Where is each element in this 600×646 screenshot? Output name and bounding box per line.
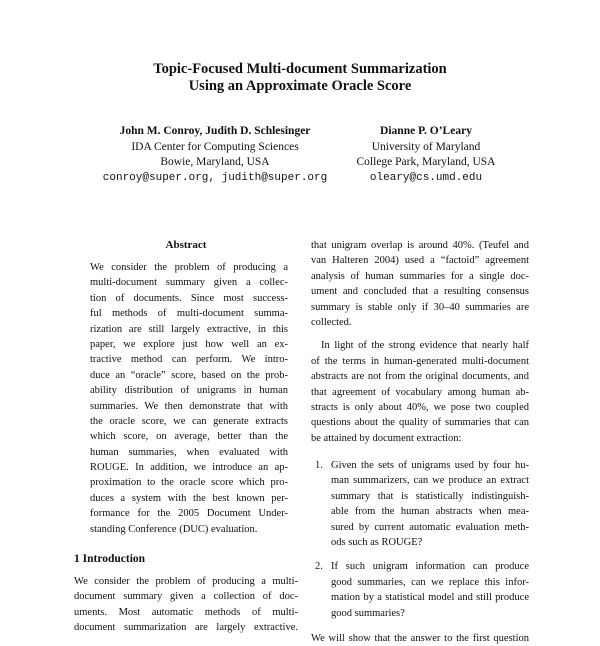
abstract-line: standing Conference (DUC) evaluation.: [90, 523, 258, 535]
list-item: [311, 559, 529, 621]
abstract-line: which score, on average, better than the: [90, 431, 288, 443]
text-line: that unigram overlap is around 40%. (Teufel and: [311, 240, 529, 251]
list-line: good summaries, can we replace this infor-: [331, 576, 529, 588]
text-line: stracts is only about 40%, we pose two coupled: [311, 401, 529, 413]
text-line: ument and concluded that a resulting consensus: [311, 286, 529, 298]
list-line: mation by a statistical model and still produce: [331, 592, 529, 604]
abstract-line: ful methods of multi-document summa-: [90, 308, 288, 320]
abstract-line: We consider the problem of producing a: [90, 262, 288, 273]
paragraph: [311, 338, 529, 446]
text-line: We will show that the answer to the first question: [311, 632, 529, 644]
author-block-right: [320, 124, 532, 186]
text-line: In light of the strong evidence that nearly half: [321, 340, 529, 352]
abstract-line: tion of documents. Since most success-: [90, 292, 288, 304]
author-affiliation: IDA Center for Computing Sciences: [131, 140, 299, 153]
list-number: 2.: [315, 561, 323, 573]
list-line: If such unigram information can produce: [331, 561, 529, 573]
right-column: [311, 238, 529, 646]
intro-line: uments. Most automatic methods of multi-: [74, 606, 298, 618]
text-line: collected.: [311, 316, 352, 328]
section-heading: 1 Introduction: [74, 553, 146, 566]
paper-title: [0, 61, 600, 95]
abstract-line: duces a system with the best known per-: [90, 492, 288, 504]
abstract-heading: Abstract: [165, 239, 207, 251]
title-line: Using an Approximate Oracle Score: [188, 78, 412, 94]
list-line: good summaries?: [331, 607, 405, 619]
text-line: van Halteren 2004) used a “factoid” agreement: [311, 255, 529, 267]
list-line: able from the human abstracts when mea-: [331, 506, 529, 518]
list-item: [311, 458, 529, 550]
paragraph: [311, 238, 529, 330]
abstract-body: [74, 260, 298, 537]
text-line: be attained by document extraction:: [311, 432, 462, 444]
list-line: man summarizers, can we produce an extract: [331, 475, 529, 487]
abstract-line: paper, we explore just how well an ex-: [90, 338, 288, 350]
abstract-line: summaries. We then demonstrate that with: [90, 400, 288, 412]
text-line: analysis of human summaries for a single doc-: [311, 270, 529, 282]
abstract-line: ability distribution of unigrams in human: [90, 385, 288, 397]
author-names: Dianne P. O’Leary: [380, 125, 472, 137]
intro-paragraph: [74, 574, 298, 636]
text-line: questions about the quality of summaries that can: [311, 417, 529, 429]
abstract-line: human summaries, when evaluated with: [90, 446, 288, 458]
author-email: oleary@cs.umd.edu: [369, 171, 483, 184]
intro-line: document summary given a collection of doc-: [74, 591, 298, 603]
text-line: of the terms in human-generated multi-document: [311, 355, 529, 367]
text-line: summary is stable only if 30–40 summaries are: [311, 301, 529, 313]
abstract-line: rization are still largely extractive, in this: [90, 323, 288, 335]
abstract-line: multi-document summary given a collec-: [90, 277, 288, 289]
list-line: sured by current automatic evaluation meth-: [331, 521, 529, 533]
abstract-line: ROUGE. In addition, we introduce an ap-: [90, 462, 288, 474]
text-line: abstracts are not from the original documents, and: [311, 371, 529, 383]
list-number: 1.: [315, 460, 323, 472]
abstract-line: proximation to the oracle score which pro-: [90, 477, 288, 489]
author-location: College Park, Maryland, USA: [356, 156, 496, 168]
abstract-line: tractive method can perform. We intro-: [90, 354, 288, 366]
list-line: summary that is statistically indistinguish-: [331, 490, 529, 502]
abstract-line: the oracle score, we can generate extracts: [90, 415, 288, 427]
author-email: conroy@super.org, judith@super.org: [102, 171, 328, 184]
abstract-line: formance for the 2005 Document Under-: [90, 508, 288, 520]
abstract-line: duce an “oracle” score, based on the prob-: [90, 369, 288, 381]
list-line: Given the sets of unigrams used by four hu-: [331, 460, 529, 472]
author-location: Bowie, Maryland, USA: [160, 156, 270, 168]
intro-line: document summarization are largely extractive.: [74, 622, 298, 634]
text-line: that agreement of vocabulary among human ab-: [311, 386, 529, 398]
intro-line: We consider the problem of producing a multi-: [74, 576, 298, 588]
title-line: Topic-Focused Multi-document Summarization: [153, 61, 447, 77]
author-block-left: [70, 124, 360, 186]
author-affiliation: University of Maryland: [371, 140, 481, 153]
left-column: [74, 238, 298, 636]
author-names: John M. Conroy, Judith D. Schlesinger: [119, 125, 311, 137]
list-line: ods such as ROUGE?: [331, 537, 423, 549]
